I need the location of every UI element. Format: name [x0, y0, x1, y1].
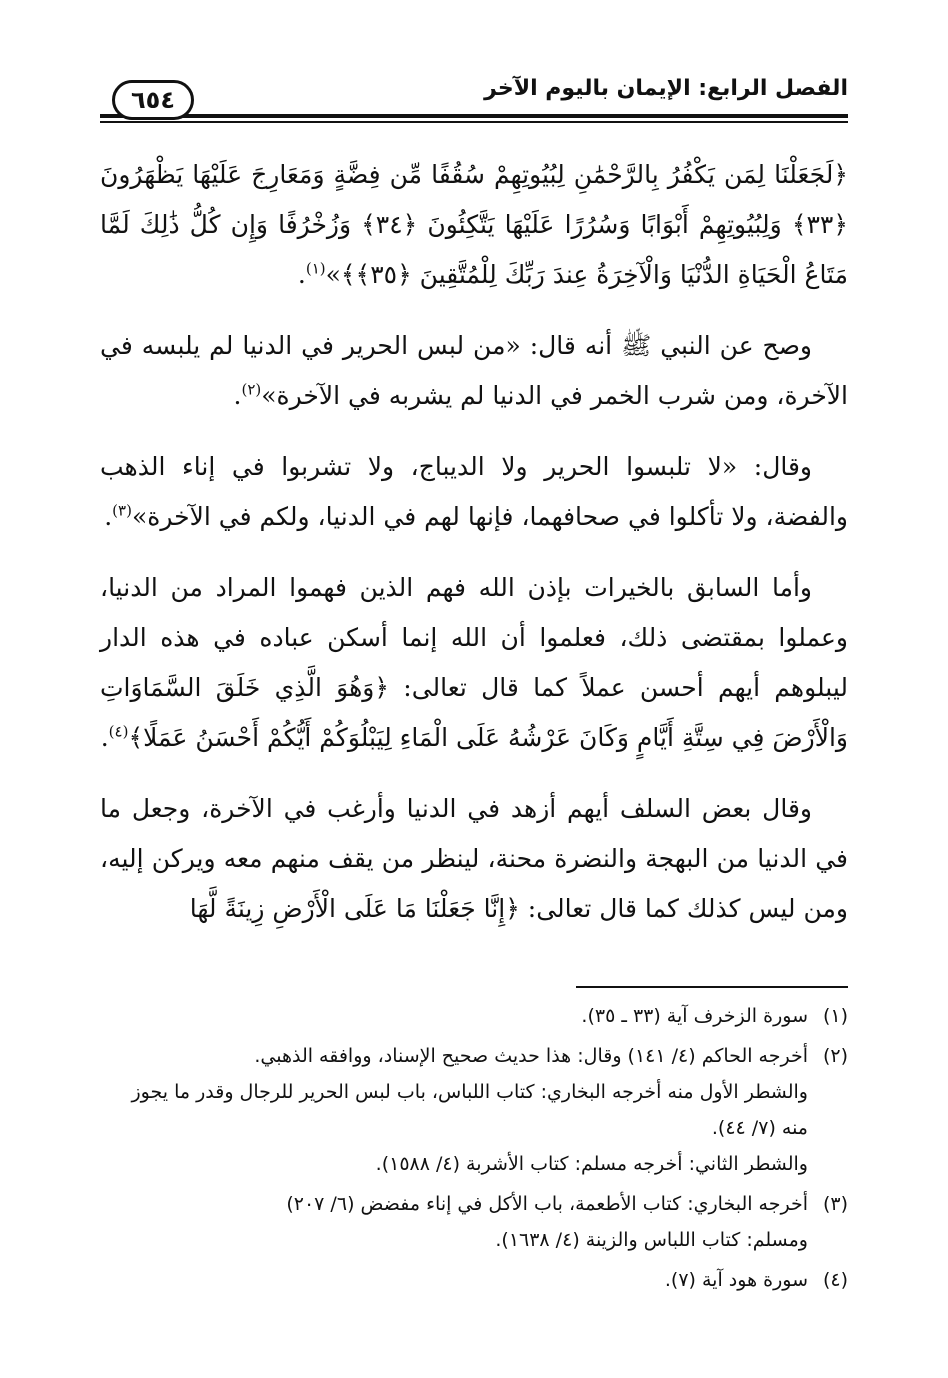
- footnotes: [100, 998, 848, 1302]
- footnote-number: (١): [822, 1005, 848, 1027]
- paragraph-text: وصح عن النبي ﷺ أنه قال: «من لبس الحرير في الدنيا لم يلبسه في الآخرة، ومن شرب الخمر في الدنيا لم يشربه في الآخرة»: [100, 331, 848, 410]
- page-number: ٦٥٤: [112, 80, 194, 120]
- footnote-text: والشطر الثاني: أخرجه مسلم: كتاب الأشربة (٤/ ١٥٨٨).: [375, 1153, 808, 1175]
- main-text: [100, 150, 848, 955]
- footnote-number: (٢): [822, 1045, 848, 1067]
- paragraph-foremost: [100, 563, 848, 763]
- footnote-number: (٤): [822, 1269, 848, 1291]
- footnote-text: سورة الزخرف آية (٣٣ ـ ٣٥).: [581, 1005, 808, 1027]
- footnote-ref: (٤): [108, 722, 129, 741]
- footnote-text: سورة هود آية (٧).: [664, 1269, 808, 1291]
- chapter-title: الفصل الرابع: الإيمان باليوم الآخر: [484, 76, 848, 101]
- header-rule-thin: [100, 121, 848, 123]
- period: .: [100, 723, 109, 752]
- paragraph-hadith-silk: [100, 321, 848, 421]
- footnote-ref: (٣): [112, 501, 132, 520]
- footnote-text: أخرجه الحاكم (٤/ ١٤١) وقال: هذا حديث صحيح الإسناد، ووافقه الذهبي.: [254, 1045, 808, 1067]
- quran-verse: ﴿إِنَّا جَعَلْنَا مَا عَلَى الْأَرْضِ زِينَةً لَّهَا: [189, 894, 520, 923]
- quote-close: »: [325, 260, 341, 289]
- footnote-4: [100, 1262, 848, 1298]
- paragraph-salaf: [100, 784, 848, 934]
- quran-verse: ﴿وَهُوَ الَّذِي خَلَقَ السَّمَاوَاتِ وَالْأَرْضَ فِي سِتَّةِ أَيَّامٍ وَكَانَ عَرْشُهُ عَلَى الْمَاءِ لِيَبْلُوَكُمْ أَيُّكُمْ أَحْسَنُ عَمَلًا﴾: [100, 673, 848, 752]
- footnote-3: [100, 1186, 848, 1258]
- footnote-ref: (١): [305, 259, 326, 278]
- paragraph-text: وأما السابق بالخيرات بإذن الله فهم الذين فهموا المراد من الدنيا، وعملوا بمقتضى ذلك، فعلموا أن الله إنما أسكن عباده في هذه الدار ليبلوهم أيهم أحسن عملاً كما قال تعالى:: [100, 573, 849, 702]
- footnote-1: [100, 998, 848, 1034]
- footnote-text: أخرجه البخاري: كتاب الأطعمة، باب الأكل في إناء مفضض (٦/ ٢٠٧): [286, 1193, 808, 1215]
- footnote-2: [100, 1038, 848, 1182]
- footnote-separator: [576, 986, 848, 988]
- quran-verse: ﴿لَجَعَلْنَا لِمَن يَكْفُرُ بِالرَّحْمَٰنِ لِبُيُوتِهِمْ سُقُفًا مِّن فِضَّةٍ وَمَعَارِجَ عَلَيْهَا يَظْهَرُونَ ﴿٣٣﴾ وَلِبُيُوتِهِمْ أَبْوَابًا وَسُرُرًا عَلَيْهَا يَتَّكِئُونَ ﴿٣٤﴾ وَزُخْرُفًا وَإِن كُلُّ ذَٰلِكَ لَمَّا مَتَاعُ الْحَيَاةِ الدُّنْيَا وَالْآخِرَةُ عِندَ رَبِّكَ لِلْمُتَّقِينَ ﴿٣٥﴾﴾: [100, 160, 848, 289]
- footnote-number: (٣): [822, 1193, 848, 1215]
- paragraph-text: وقال: «لا تلبسوا الحرير ولا الديباج، ولا تشربوا في إناء الذهب والفضة، ولا تأكلوا في صحافهما، فإنها لهم في الدنيا، ولكم في الآخرة»: [100, 452, 848, 531]
- header-rule: [100, 114, 848, 118]
- paragraph-quran-zukhruf: [100, 150, 848, 300]
- period: .: [297, 260, 306, 289]
- paragraph-hadith-vessels: [100, 442, 848, 542]
- footnote-ref: (٢): [241, 380, 262, 399]
- footnote-text: ومسلم: كتاب اللباس والزينة (٤/ ١٦٣٨).: [495, 1229, 808, 1251]
- footnote-text: والشطر الأول منه أخرجه البخاري: كتاب اللباس، باب لبس الحرير للرجال وقدر ما يجوز منه (٧/ ٤٤).: [131, 1081, 808, 1139]
- paragraph-text: وقال بعض السلف أيهم أزهد في الدنيا وأرغب في الآخرة، وجعل ما في الدنيا من البهجة والنضرة محنة، لينظر من يقف منهم معه ويركن إليه، ومن ليس كذلك كما قال تعالى:: [100, 794, 848, 923]
- period: .: [104, 502, 113, 531]
- period: .: [233, 381, 242, 410]
- page-header: [100, 70, 848, 126]
